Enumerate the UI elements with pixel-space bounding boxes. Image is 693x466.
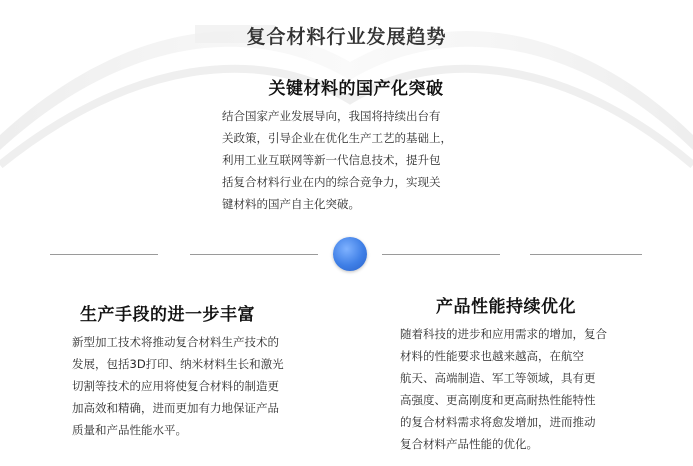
body-line: 质量和产品性能水平。 bbox=[72, 423, 187, 437]
body-line: 高强度、更高刚度和更高耐热性能特性 bbox=[400, 393, 596, 407]
body-line: 括复合材料行业在内的综合竞争力，实现关 bbox=[222, 175, 441, 189]
body-line: 键材料的国产自主化突破。 bbox=[222, 197, 360, 211]
trend-body-localization bbox=[222, 105, 482, 215]
body-line: 结合国家产业发展导向，我国将持续出台有 bbox=[222, 109, 441, 123]
body-line: 加高效和精确，进而更加有力地保证产品 bbox=[72, 401, 279, 415]
body-line: 随着科技的进步和应用需求的增加，复合 bbox=[400, 327, 607, 341]
trend-body-performance bbox=[400, 323, 630, 455]
trend-title-localization: 关键材料的国产化突破 bbox=[268, 79, 444, 99]
body-line: 切割等技术的应用将使复合材料的制造更 bbox=[72, 379, 279, 393]
body-line: 的复合材料需求将愈发增加，进而推动 bbox=[400, 415, 596, 429]
body-line: 新型加工技术将推动复合材料生产技术的 bbox=[72, 335, 279, 349]
trend-title-performance: 产品性能持续优化 bbox=[436, 297, 576, 317]
body-line: 材料的性能要求也越来越高，在航空 bbox=[400, 349, 584, 363]
divider-left-2 bbox=[190, 254, 318, 255]
divider-right-2 bbox=[530, 254, 642, 255]
divider-left-1 bbox=[50, 254, 158, 255]
trend-block-production bbox=[72, 300, 302, 441]
trend-title-production: 生产手段的进一步丰富 bbox=[80, 305, 255, 325]
body-line: 利用工业互联网等新一代信息技术，提升包 bbox=[222, 153, 441, 167]
body-line: 关政策，引导企业在优化生产工艺的基础上， bbox=[222, 131, 452, 145]
trend-block-performance bbox=[400, 292, 630, 455]
divider-right-1 bbox=[382, 254, 500, 255]
body-line: 复合材料产品性能的优化。 bbox=[400, 437, 538, 451]
body-line: 发展，包括3D打印、纳米材料生长和激光 bbox=[72, 357, 284, 371]
body-line: 航天、高端制造、军工等领域，具有更 bbox=[400, 371, 596, 385]
center-node-dot bbox=[333, 237, 367, 271]
trend-block-localization bbox=[222, 74, 482, 215]
trend-body-production bbox=[72, 331, 302, 441]
page-title: 复合材料行业发展趋势 bbox=[246, 26, 447, 48]
